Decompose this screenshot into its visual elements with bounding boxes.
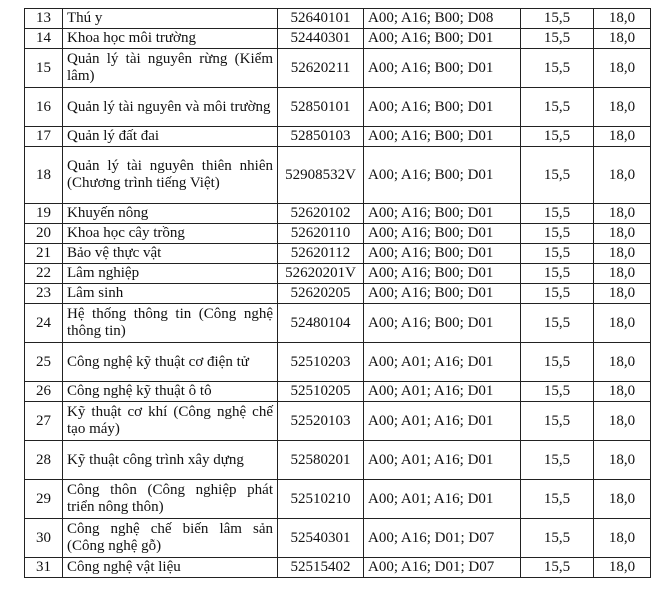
score-2: 18,0	[594, 343, 651, 382]
row-number: 24	[25, 304, 63, 343]
major-code: 52440301	[278, 29, 364, 49]
score-2: 18,0	[594, 558, 651, 578]
major-code: 52580201	[278, 441, 364, 480]
subject-combination: A00; A16; B00; D08	[364, 9, 521, 29]
row-number: 31	[25, 558, 63, 578]
major-name: Khoa học môi trường	[63, 29, 278, 49]
score-1: 15,5	[521, 558, 594, 578]
major-name: Lâm sinh	[63, 284, 278, 304]
subject-combination: A00; A01; A16; D01	[364, 441, 521, 480]
row-number: 15	[25, 49, 63, 88]
subject-combination: A00; A01; A16; D01	[364, 343, 521, 382]
major-name: Kỹ thuật công trình xây dựng	[63, 441, 278, 480]
score-2: 18,0	[594, 441, 651, 480]
major-code: 52510205	[278, 382, 364, 402]
score-2: 18,0	[594, 244, 651, 264]
admission-score-table	[24, 8, 651, 578]
major-name: Công thôn (Công nghiệp phát triển nông thôn)	[63, 480, 278, 519]
score-1: 15,5	[521, 519, 594, 558]
major-name: Công nghệ chế biến lâm sản (Công nghệ gỗ)	[63, 519, 278, 558]
major-code: 52850103	[278, 127, 364, 147]
score-1: 15,5	[521, 127, 594, 147]
subject-combination: A00; A16; B00; D01	[364, 284, 521, 304]
table-row	[25, 284, 651, 304]
score-1: 15,5	[521, 224, 594, 244]
table-row	[25, 29, 651, 49]
table-row	[25, 402, 651, 441]
major-name: Quản lý tài nguyên rừng (Kiểm lâm)	[63, 49, 278, 88]
table-row	[25, 147, 651, 204]
row-number: 20	[25, 224, 63, 244]
major-name: Quản lý tài nguyên thiên nhiên (Chương trình tiếng Việt)	[63, 147, 278, 204]
row-number: 28	[25, 441, 63, 480]
score-2: 18,0	[594, 402, 651, 441]
row-number: 14	[25, 29, 63, 49]
major-code: 52480104	[278, 304, 364, 343]
row-number: 18	[25, 147, 63, 204]
score-1: 15,5	[521, 284, 594, 304]
score-1: 15,5	[521, 204, 594, 224]
subject-combination: A00; A16; B00; D01	[364, 224, 521, 244]
table-row	[25, 224, 651, 244]
score-1: 15,5	[521, 29, 594, 49]
major-code: 52908532V	[278, 147, 364, 204]
score-2: 18,0	[594, 88, 651, 127]
score-2: 18,0	[594, 49, 651, 88]
table-row	[25, 343, 651, 382]
table-row	[25, 88, 651, 127]
major-code: 52620211	[278, 49, 364, 88]
score-1: 15,5	[521, 264, 594, 284]
major-code: 52620201V	[278, 264, 364, 284]
table-row	[25, 9, 651, 29]
score-2: 18,0	[594, 264, 651, 284]
score-2: 18,0	[594, 480, 651, 519]
score-1: 15,5	[521, 382, 594, 402]
score-1: 15,5	[521, 88, 594, 127]
row-number: 19	[25, 204, 63, 224]
major-name: Thú y	[63, 9, 278, 29]
subject-combination: A00; A16; B00; D01	[364, 127, 521, 147]
major-name: Công nghệ vật liệu	[63, 558, 278, 578]
row-number: 21	[25, 244, 63, 264]
table-row	[25, 441, 651, 480]
major-name: Quản lý tài nguyên và môi trường	[63, 88, 278, 127]
table-row	[25, 244, 651, 264]
row-number: 23	[25, 284, 63, 304]
score-2: 18,0	[594, 382, 651, 402]
major-name: Khuyến nông	[63, 204, 278, 224]
table-row	[25, 49, 651, 88]
row-number: 26	[25, 382, 63, 402]
major-code: 52640101	[278, 9, 364, 29]
subject-combination: A00; A16; B00; D01	[364, 29, 521, 49]
major-code: 52620205	[278, 284, 364, 304]
score-2: 18,0	[594, 127, 651, 147]
row-number: 30	[25, 519, 63, 558]
subject-combination: A00; A16; B00; D01	[364, 244, 521, 264]
score-2: 18,0	[594, 204, 651, 224]
score-2: 18,0	[594, 9, 651, 29]
major-name: Lâm nghiệp	[63, 264, 278, 284]
subject-combination: A00; A16; B00; D01	[364, 264, 521, 284]
subject-combination: A00; A16; B00; D01	[364, 88, 521, 127]
subject-combination: A00; A16; B00; D01	[364, 304, 521, 343]
subject-combination: A00; A16; B00; D01	[364, 204, 521, 224]
table-body	[25, 9, 651, 578]
row-number: 16	[25, 88, 63, 127]
subject-combination: A00; A16; B00; D01	[364, 49, 521, 88]
major-name: Kỹ thuật cơ khí (Công nghệ chế tạo máy)	[63, 402, 278, 441]
subject-combination: A00; A16; D01; D07	[364, 558, 521, 578]
score-2: 18,0	[594, 284, 651, 304]
score-1: 15,5	[521, 343, 594, 382]
row-number: 22	[25, 264, 63, 284]
subject-combination: A00; A01; A16; D01	[364, 402, 521, 441]
table-row	[25, 480, 651, 519]
score-1: 15,5	[521, 9, 594, 29]
score-2: 18,0	[594, 304, 651, 343]
major-code: 52510203	[278, 343, 364, 382]
major-name: Quản lý đất đai	[63, 127, 278, 147]
subject-combination: A00; A16; B00; D01	[364, 147, 521, 204]
table-row	[25, 204, 651, 224]
subject-combination: A00; A01; A16; D01	[364, 480, 521, 519]
major-name: Khoa học cây trồng	[63, 224, 278, 244]
major-code: 52515402	[278, 558, 364, 578]
row-number: 13	[25, 9, 63, 29]
major-name: Bảo vệ thực vật	[63, 244, 278, 264]
major-code: 52540301	[278, 519, 364, 558]
table-row	[25, 304, 651, 343]
major-code: 52620112	[278, 244, 364, 264]
major-code: 52620110	[278, 224, 364, 244]
score-1: 15,5	[521, 49, 594, 88]
score-1: 15,5	[521, 147, 594, 204]
score-1: 15,5	[521, 480, 594, 519]
score-2: 18,0	[594, 224, 651, 244]
score-2: 18,0	[594, 519, 651, 558]
subject-combination: A00; A16; D01; D07	[364, 519, 521, 558]
table-row	[25, 382, 651, 402]
major-name: Hệ thống thông tin (Công nghệ thông tin)	[63, 304, 278, 343]
row-number: 25	[25, 343, 63, 382]
row-number: 29	[25, 480, 63, 519]
subject-combination: A00; A01; A16; D01	[364, 382, 521, 402]
table-row	[25, 519, 651, 558]
score-1: 15,5	[521, 402, 594, 441]
score-1: 15,5	[521, 244, 594, 264]
major-code: 52520103	[278, 402, 364, 441]
major-code: 52510210	[278, 480, 364, 519]
row-number: 17	[25, 127, 63, 147]
score-1: 15,5	[521, 304, 594, 343]
table-row	[25, 264, 651, 284]
score-1: 15,5	[521, 441, 594, 480]
major-code: 52620102	[278, 204, 364, 224]
major-name: Công nghệ kỹ thuật cơ điện tử	[63, 343, 278, 382]
table-row	[25, 127, 651, 147]
score-2: 18,0	[594, 147, 651, 204]
major-code: 52850101	[278, 88, 364, 127]
score-2: 18,0	[594, 29, 651, 49]
major-name: Công nghệ kỹ thuật ô tô	[63, 382, 278, 402]
row-number: 27	[25, 402, 63, 441]
table-row	[25, 558, 651, 578]
